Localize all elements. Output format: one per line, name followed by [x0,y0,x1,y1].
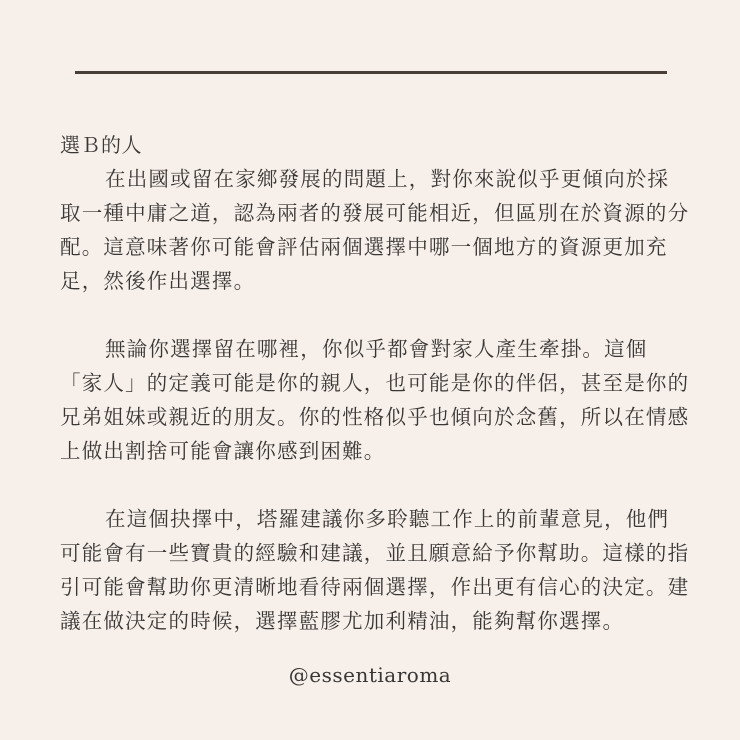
article-body [60,128,690,638]
paragraph-3: 在這個抉擇中，塔羅建議你多聆聽工作上的前輩意見，他們可能會有一些寶貴的經驗和建議，並且願意給予你幫助。這樣的指引可能會幫助你更清晰地看待兩個選擇，作出更有信心的決定。建議在做決定的時候，選擇藍膠尤加利精油，能夠幫你選擇。 [60,507,690,633]
paragraph-2: 無論你選擇留在哪裡，你似乎都會對家人產生牽掛。這個「家人」的定義可能是你的親人，也可能是你的伴侶，甚至是你的兄弟姐妹或親近的朋友。你的性格似乎也傾向於念舊，所以在情感上做出割捨可能會讓你感到困難。 [60,337,690,463]
account-handle: @essentiaroma [288,663,452,687]
paragraph-1: 在出國或留在家鄉發展的問題上，對你來說似乎更傾向於採取一種中庸之道，認為兩者的發展可能相近，但區別在於資源的分配。這意味著你可能會評估兩個選擇中哪一個地方的資源更加充足，然後作出選擇。 [60,167,690,293]
section-heading: 選Ｂ的人 [60,133,142,157]
top-divider [75,71,667,74]
